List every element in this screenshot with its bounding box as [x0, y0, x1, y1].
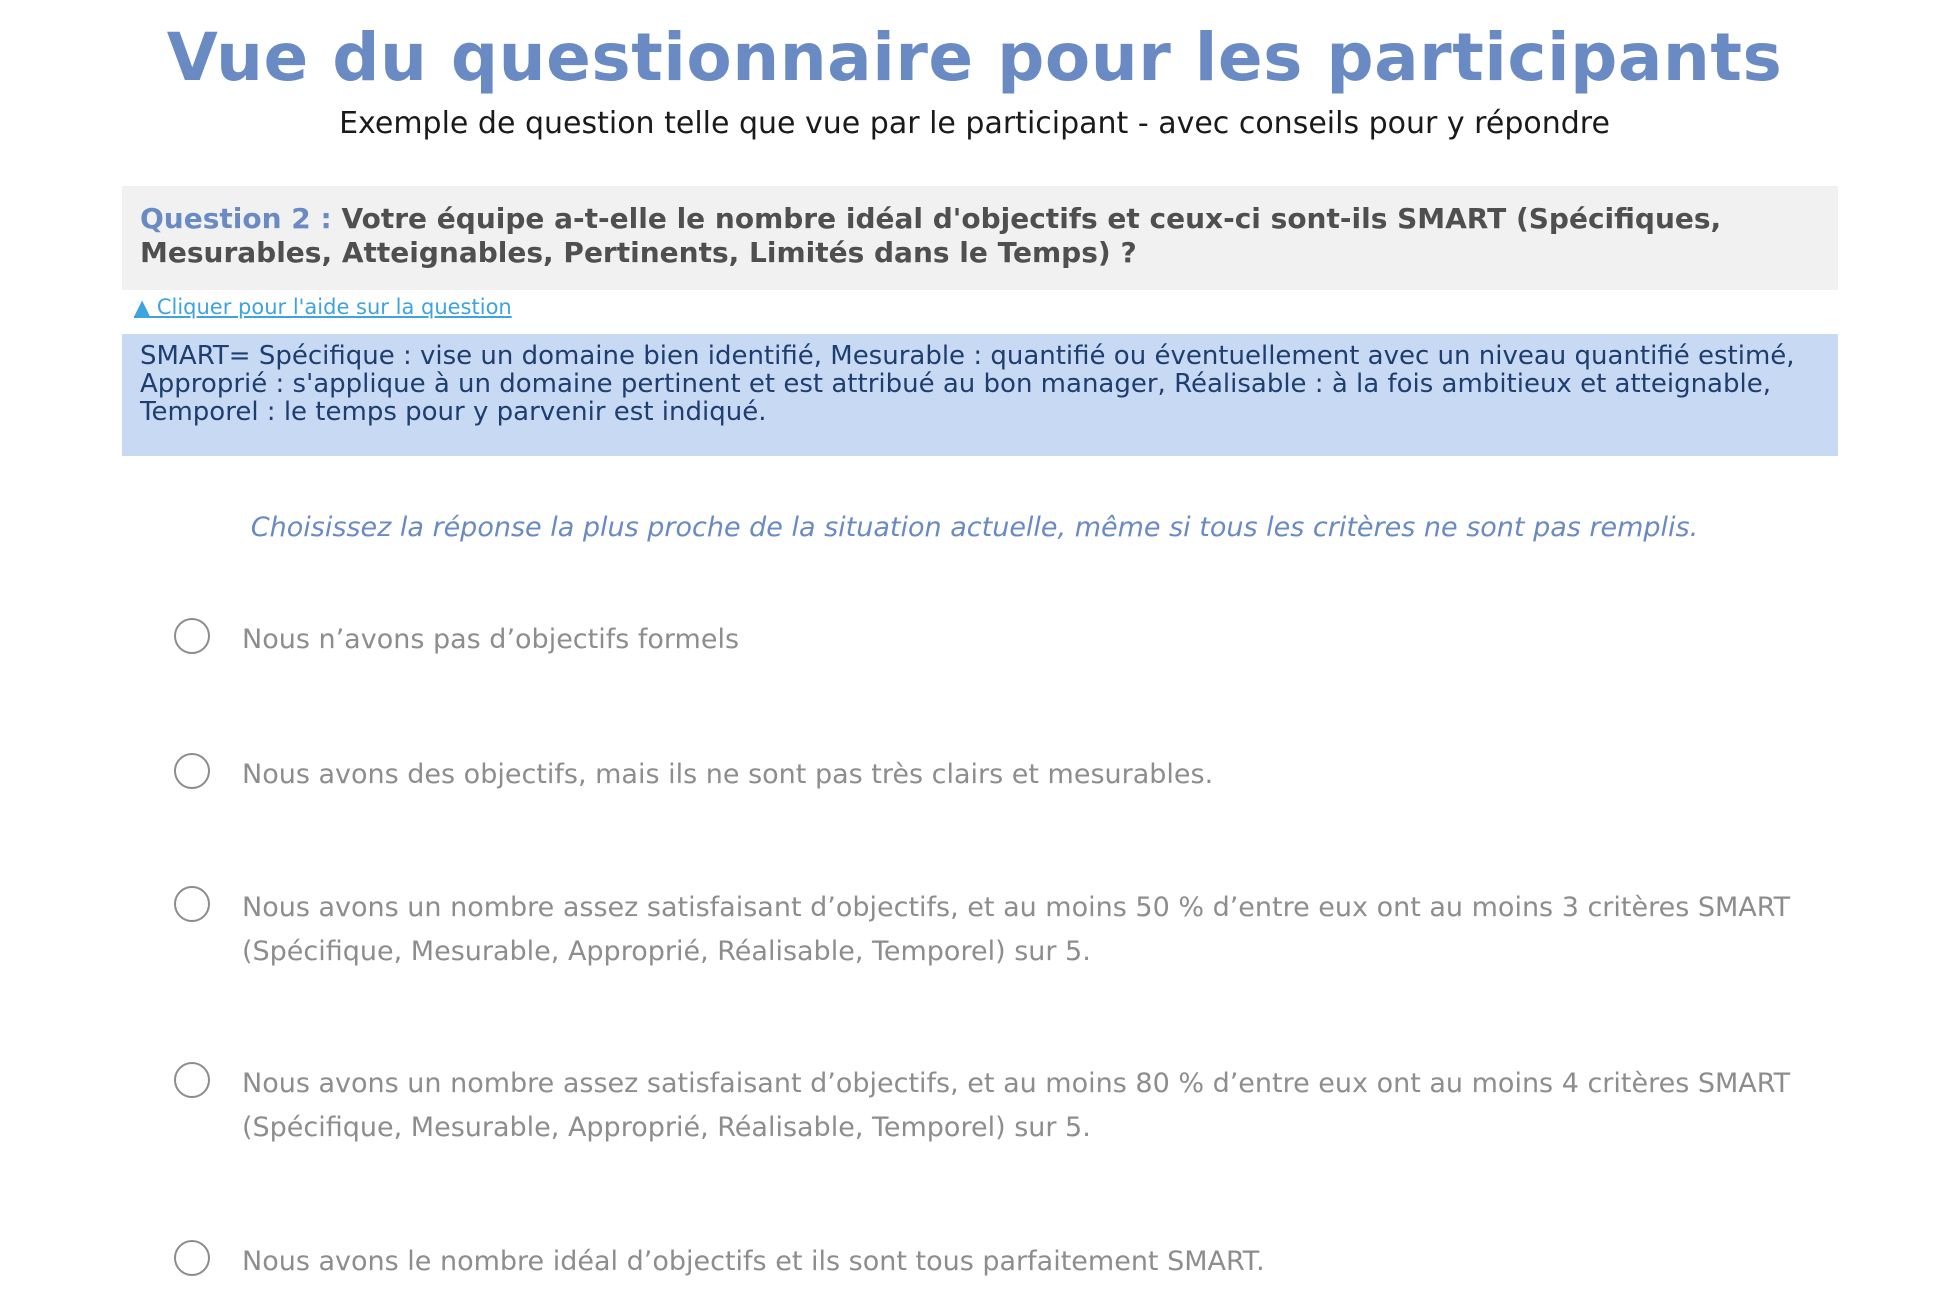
- answer-instruction: Choisissez la réponse la plus proche de la situation actuelle, même si tous les critères ne sont pas remplis.: [250, 512, 1699, 543]
- page-title: Vue du questionnaire pour les participants: [166, 19, 1783, 96]
- question-box: [122, 186, 1838, 290]
- question-number: Question 2 :: [140, 202, 332, 235]
- question-text: Votre équipe a-t-elle le nombre idéal d'objectifs et ceux-ci sont-ils SMART (Spécifiques, Mesurables, Atteignables, Pertinents, Limités dans le Temps) ?: [140, 202, 1722, 269]
- answer-option-label: Nous avons un nombre assez satisfaisant d’objectifs, et au moins 80 % d’entre eux ont au moins 4 critères SMART (Spécifique, Mesurable, Approprié, Réalisable, Temporel) sur 5.: [242, 1068, 1791, 1143]
- page-subtitle: Exemple de question telle que vue par le participant - avec conseils pour y répondre: [339, 106, 1610, 141]
- radio-button[interactable]: [174, 1240, 210, 1276]
- radio-button[interactable]: [174, 618, 210, 654]
- help-toggle-link[interactable]: ▲ Cliquer pour l'aide sur la question: [134, 295, 512, 319]
- help-box: [122, 334, 1838, 456]
- answer-option-label: Nous avons des objectifs, mais ils ne sont pas très clairs et mesurables.: [242, 759, 1214, 790]
- radio-button[interactable]: [174, 886, 210, 922]
- answer-option-label: Nous n’avons pas d’objectifs formels: [242, 624, 740, 655]
- radio-button[interactable]: [174, 753, 210, 789]
- answer-option-label: Nous avons un nombre assez satisfaisant d’objectifs, et au moins 50 % d’entre eux ont au moins 3 critères SMART (Spécifique, Mesurable, Approprié, Réalisable, Temporel) sur 5.: [242, 892, 1791, 967]
- answer-option-label: Nous avons le nombre idéal d’objectifs et ils sont tous parfaitement SMART.: [242, 1246, 1265, 1277]
- radio-button[interactable]: [174, 1062, 210, 1098]
- help-text: SMART= Spécifique : vise un domaine bien identifié, Mesurable : quantifié ou éventuellement avec un niveau quantifié estimé, Approprié : s'applique à un domaine pertinent et est attribué au bon manager, Réalisable : à la fois ambitieux et atteignable, Temporel : le temps pour y parvenir est indiqué.: [140, 341, 1795, 427]
